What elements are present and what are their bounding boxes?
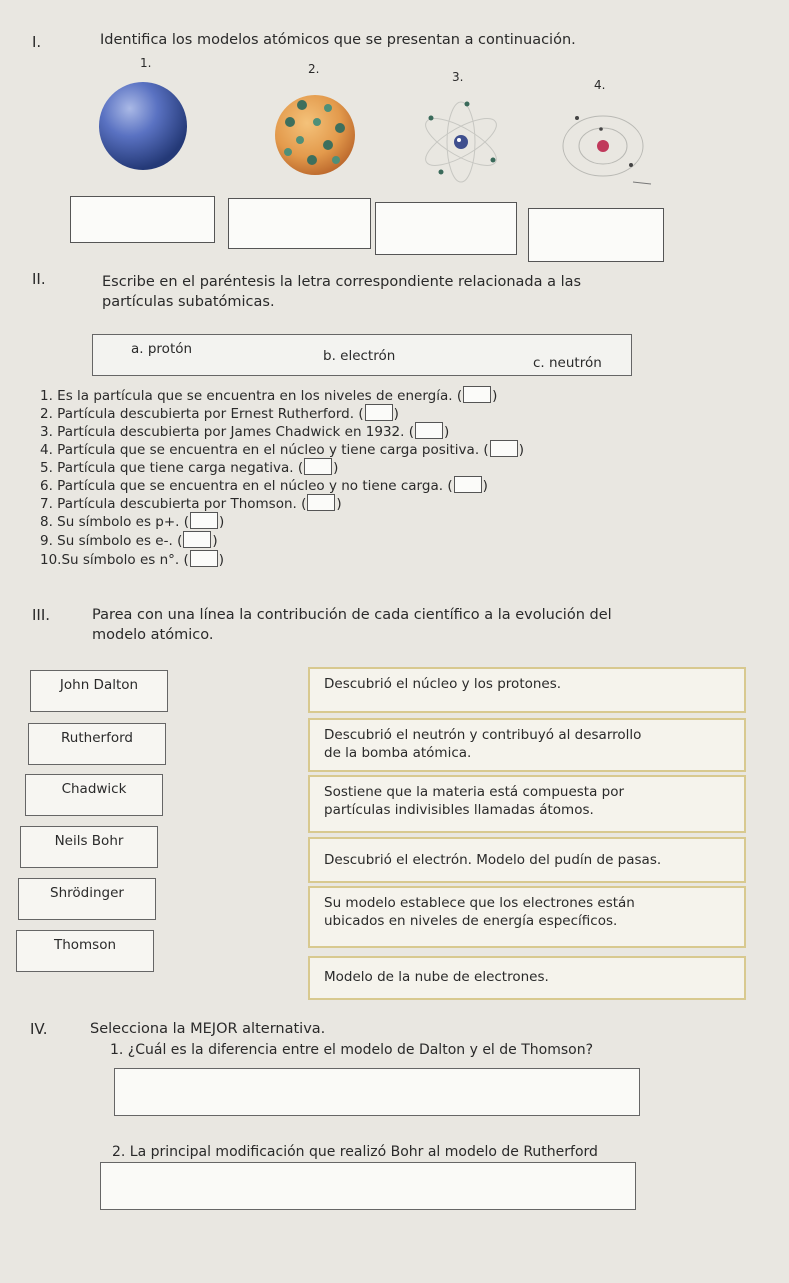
answer-box[interactable] (415, 422, 443, 439)
question-text: 1. Es la partícula que se encuentra en los niveles de energía. (40, 388, 453, 404)
model-1-answer-box[interactable] (70, 196, 215, 243)
question-text: 2. Partícula descubierta por Ernest Rutherford. (40, 406, 355, 422)
question-text: 5. Partícula que tiene carga negativa. (40, 460, 294, 476)
model-4-answer-box[interactable] (528, 208, 664, 262)
section-3-instruction-line2: modelo atómico. (92, 627, 214, 643)
scientist-box-chadwick[interactable]: Chadwick (25, 774, 163, 816)
model-3-label: 3. (452, 70, 464, 84)
answer-box[interactable] (454, 476, 482, 493)
model-3-answer-box[interactable] (375, 202, 517, 255)
question-text: 3. Partícula descubierta por James Chadwick en 1932. (40, 424, 405, 440)
contribution-text: Descubrió el electrón. Modelo del pudín de pasas. (324, 852, 662, 868)
question-row (40, 550, 224, 568)
question-text: 4. Partícula que se encuentra en el núcleo y tiene carga positiva. (40, 442, 480, 458)
section-2-number: II. (32, 270, 46, 288)
question-row (40, 440, 524, 458)
contribution-box-nucleus[interactable] (308, 667, 746, 713)
answer-parenthesis: ( ) (301, 496, 342, 512)
question-text: 6. Partícula que se encuentra en el núcleo y no tiene carga. (40, 478, 444, 494)
scientist-box-dalton[interactable]: John Dalton (30, 670, 168, 712)
question-row (40, 386, 497, 404)
model-2-answer-box[interactable] (228, 198, 371, 249)
option-neutron: c. neutrón (533, 355, 602, 371)
answer-box[interactable] (183, 531, 211, 548)
question-row (40, 422, 449, 440)
bohr-model-icon (555, 108, 655, 192)
option-electron: b. electrón (323, 348, 396, 364)
option-proton: a. protón (131, 341, 193, 357)
answer-box[interactable] (307, 494, 335, 511)
section-4-question-1: 1. ¿Cuál es la diferencia entre el modelo de Dalton y el de Thomson? (110, 1042, 594, 1058)
answer-parenthesis: ( ) (447, 478, 488, 494)
question-row (40, 531, 218, 549)
plum-pudding-model-icon (270, 90, 360, 180)
question-row (40, 476, 488, 494)
section-3-instruction-line1: Parea con una línea la contribución de cada científico a la evolución del (92, 607, 612, 623)
scientist-box-bohr[interactable]: Neils Bohr (20, 826, 158, 868)
answer-parenthesis: ( ) (177, 533, 218, 549)
section-2-instruction-line2: partículas subatómicas. (102, 294, 275, 310)
electron-orbit-model-icon (415, 96, 507, 188)
contribution-text: partículas indivisibles llamadas átomos. (324, 802, 594, 818)
contribution-box-indivisible[interactable] (308, 775, 746, 833)
answer-box-question-1[interactable] (114, 1068, 640, 1116)
answer-parenthesis: ( ) (456, 388, 498, 404)
solid-sphere-model-icon (96, 80, 192, 176)
question-text: 8. Su símbolo es p+. (40, 514, 180, 530)
answer-box-question-2[interactable] (100, 1162, 636, 1210)
question-row (40, 494, 342, 512)
contribution-text: ubicados en niveles de energía específicos. (324, 913, 618, 929)
section-4-question-2: 2. La principal modificación que realizó Bohr al modelo de Rutherford (112, 1144, 598, 1160)
answer-parenthesis: ( ) (297, 460, 339, 476)
model-1-label: 1. (140, 56, 152, 70)
scientist-box-thomson[interactable]: Thomson (16, 930, 154, 972)
question-row (40, 404, 399, 422)
section-2-instruction-line1: Escribe en el paréntesis la letra correspondiente relacionada a las (102, 274, 582, 290)
question-text: 10.Su símbolo es n°. (40, 552, 180, 568)
contribution-text: Su modelo establece que los electrones están (324, 895, 635, 911)
question-row (40, 458, 338, 476)
section-3-number: III. (32, 606, 51, 624)
answer-parenthesis: ( ) (483, 442, 524, 458)
section-4-number: IV. (30, 1020, 48, 1038)
answer-box[interactable] (190, 550, 218, 567)
contribution-text: de la bomba atómica. (324, 745, 472, 761)
contribution-box-energy-levels[interactable] (308, 886, 746, 948)
answer-box[interactable] (365, 404, 393, 421)
question-text: 7. Partícula descubierta por Thomson. (40, 496, 297, 512)
question-text: 9. Su símbolo es e-. (40, 533, 173, 549)
section-1-instruction: Identifica los modelos atómicos que se presentan a continuación. (100, 32, 576, 48)
section-1-number: I. (32, 33, 42, 51)
model-2-label: 2. (308, 62, 320, 76)
contribution-text: Sostiene que la materia está compuesta por (324, 784, 625, 800)
question-row (40, 512, 224, 530)
answer-parenthesis: ( ) (408, 424, 450, 440)
contribution-box-electron[interactable] (308, 837, 746, 883)
answer-parenthesis: ( ) (183, 552, 225, 568)
contribution-text: Descubrió el núcleo y los protones. (324, 676, 562, 692)
answer-box[interactable] (463, 386, 491, 403)
answer-box[interactable] (190, 512, 218, 529)
answer-parenthesis: ( ) (358, 406, 399, 422)
section-4-instruction: Selecciona la MEJOR alternativa. (90, 1021, 326, 1037)
scientist-box-schrodinger[interactable]: Shrödinger (18, 878, 156, 920)
answer-box[interactable] (304, 458, 332, 475)
scientist-box-rutherford[interactable]: Rutherford (28, 723, 166, 765)
model-4-label: 4. (594, 78, 606, 92)
contribution-box-electron-cloud[interactable] (308, 956, 746, 1000)
contribution-box-neutron[interactable] (308, 718, 746, 772)
particle-options-bar (92, 334, 632, 376)
answer-parenthesis: ( ) (183, 514, 225, 530)
answer-box[interactable] (490, 440, 518, 457)
contribution-text: Descubrió el neutrón y contribuyó al desarrollo (324, 727, 642, 743)
contribution-text: Modelo de la nube de electrones. (324, 969, 549, 985)
